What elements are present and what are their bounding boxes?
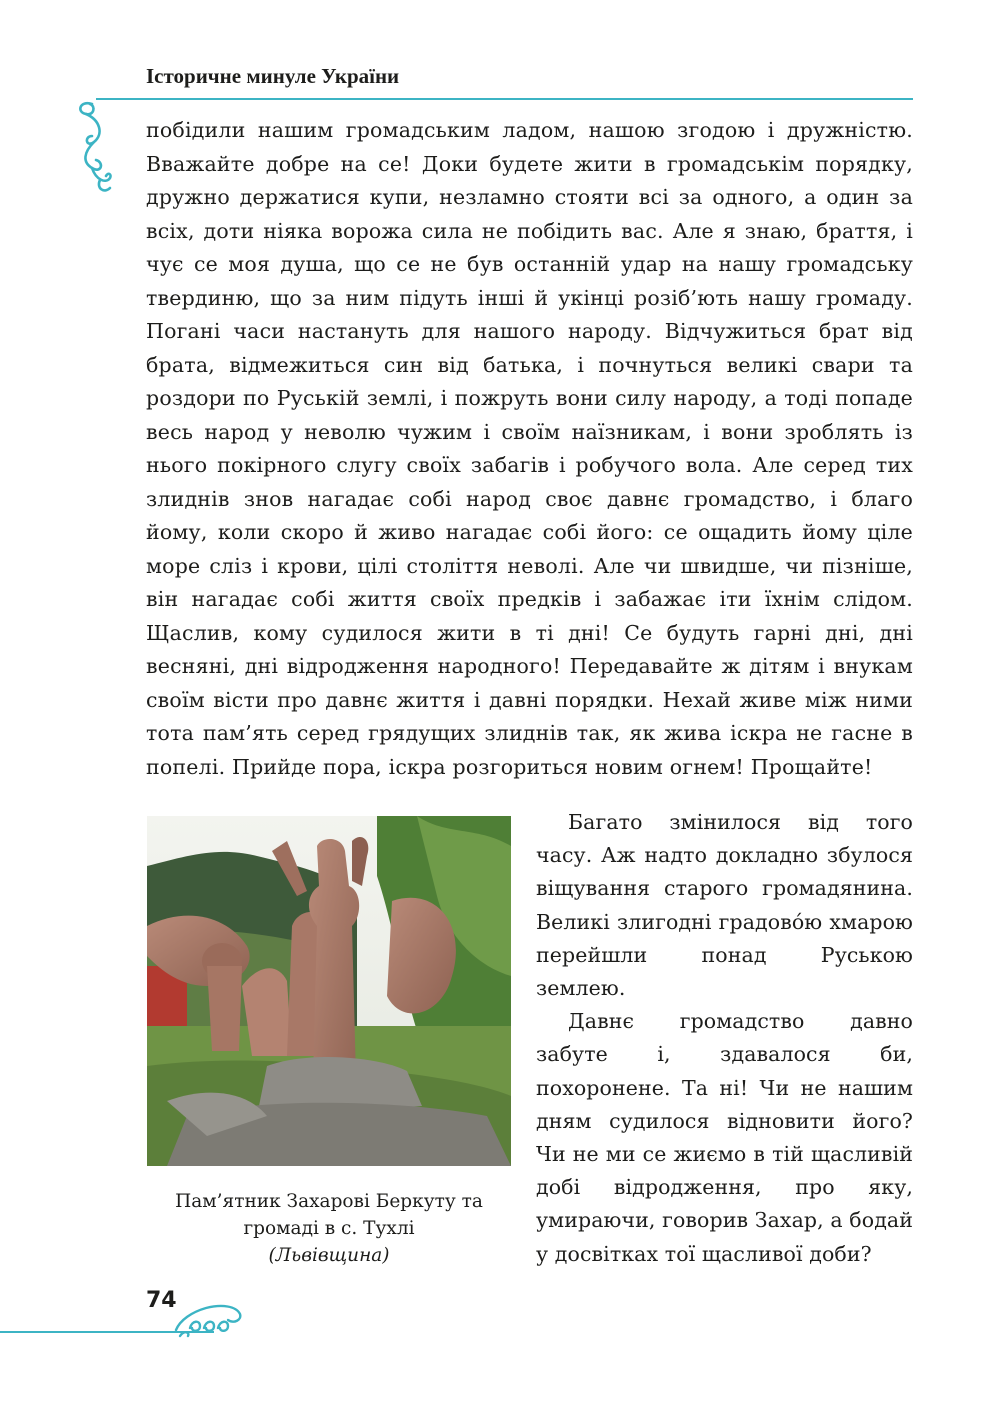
main-paragraph: побідили нашим громадським ладом, нашою згодою і дружністю. Вважайте добре на се! Доки будете жити в громадськім порядку, дружно держатися купи, незламно стояти всі за одного, а один за всіх, доти ніяка ворожа сила не побідить вас. Але я знаю, браття, і чує се моя душа, що се не був останній удар на нашу громадську твердиню, що за ним підуть інші й укінці розіб’ють нашу громаду. Погані часи настануть для нашого народу. Відчужиться брат від брата, відмежиться син від батька, і почнуться великі свари та роздори по Руській землі, і пожруть вони силу народу, а тоді попаде весь народ у неволю чужим і своїм наїзникам, і вони зроблять із нього покірного слугу своїх забагів і робучого вола. Але серед тих злиднів знов нагадає собі народ своє давнє громадство, і благо йому, коли скоро й живо нагадає собі його: се ощадить йому ціле море сліз і крови, цілі століття неволі. Але чи швидше, чи пізніше, він нагадає собі життя своїх предків і забажає іти їхнім слідом. Щаслив, кому судилося жити в ті дні! Се будуть гарні дні, дні весняні, дні відродження народного! Передавайте ж дітям і внукам своїм вісти про давнє життя і давні порядки. Нехай живе між ними тота пам’ять серед грядущих злиднів так, як жива іскра не гасне в попелі. Прийде пора, іскра розгориться новим огнем! Прощайте!	[146, 118, 913, 779]
photo-caption	[147, 1188, 511, 1269]
main-text	[146, 114, 913, 784]
monument-photo-illustration	[147, 816, 511, 1166]
header-rule	[96, 98, 913, 100]
side-paragraph-1: Багато змінилося від того часу. Аж надто докладно збулося віщування старого громадянина. Великі злигодні градово́ю хмарою перейшли понад Руською землею.	[536, 810, 913, 1001]
page-number: 74	[146, 1288, 177, 1313]
side-text	[536, 806, 913, 1271]
side-paragraph-2: Давнє громадство давно забуте і, здавалося би, похоронене. Та ні! Чи не нашим дням судилося відновити його? Чи не ми се жиємо в тій щасливій добі відродження, про яку, умираючи, говорив Захар, а бодай у досвітках тої щасливої доби?	[536, 1009, 913, 1266]
running-header: Історичне минуле України	[146, 64, 400, 88]
monument-photo	[147, 816, 511, 1166]
swirl-ornament-icon	[70, 90, 120, 202]
caption-line-1: Пам’ятник Захарові Беркуту та	[175, 1191, 483, 1212]
caption-place: (Львівщина)	[268, 1245, 390, 1266]
footer-swirl-ornament-icon	[170, 1292, 250, 1340]
caption-line-2: громаді в с. Тухлі	[243, 1218, 415, 1239]
